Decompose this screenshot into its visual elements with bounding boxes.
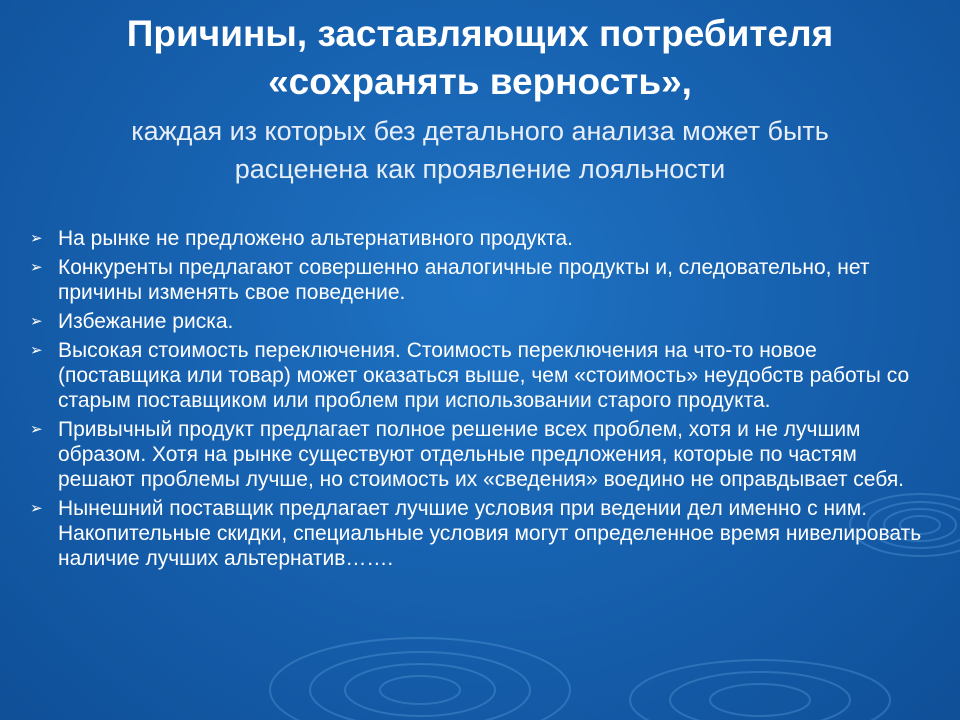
subtitle-line-1: каждая из которых без детального анализа может быть bbox=[131, 116, 829, 146]
list-item bbox=[30, 255, 930, 305]
bullet-text: Нынешний поставщик предлагает лучшие условия при ведении дел именно с ним. Накопительные скидки, специальные условия могут определенное время нивелировать наличие лучших альтернатив……. bbox=[58, 497, 922, 570]
arrow-bullet-icon: ➢ bbox=[30, 421, 43, 438]
title-line-2: «сохранять верность», bbox=[268, 61, 692, 102]
slide-subtitle bbox=[0, 112, 960, 188]
bullet-list bbox=[30, 226, 930, 575]
subtitle-line-2: расценена как проявление лояльности bbox=[234, 154, 726, 184]
list-item bbox=[30, 417, 930, 492]
list-item bbox=[30, 338, 930, 413]
bullet-text: Конкуренты предлагают совершенно аналогичные продукты и, следовательно, нет причины изменять свое поведение. bbox=[58, 256, 870, 304]
bullet-text: Высокая стоимость переключения. Стоимость переключения на что-то новое (поставщика или товар) может оказаться выше, чем «стоимость» неудобств работы со старым поставщиком или проблем при использовании старого продукта. bbox=[58, 339, 910, 412]
arrow-bullet-icon: ➢ bbox=[30, 230, 43, 247]
bullet-text: Привычный продукт предлагает полное решение всех проблем, хотя и не лучшим образом. Хотя на рынке существуют отдельные предложения, которые по частям решают проблемы лучше, но стоимость их «сведения» воедино не оправдывает себя. bbox=[58, 418, 905, 491]
arrow-bullet-icon: ➢ bbox=[30, 500, 43, 517]
slide-title bbox=[0, 10, 960, 106]
bullet-text: На рынке не предложено альтернативного продукта. bbox=[58, 227, 574, 250]
bullet-text: Избежание риска. bbox=[58, 310, 234, 333]
arrow-bullet-icon: ➢ bbox=[30, 259, 43, 276]
arrow-bullet-icon: ➢ bbox=[30, 313, 43, 330]
list-item bbox=[30, 226, 930, 251]
list-item bbox=[30, 309, 930, 334]
list-item bbox=[30, 496, 930, 571]
arrow-bullet-icon: ➢ bbox=[30, 342, 43, 359]
title-line-1: Причины, заставляющих потребителя bbox=[126, 13, 834, 54]
